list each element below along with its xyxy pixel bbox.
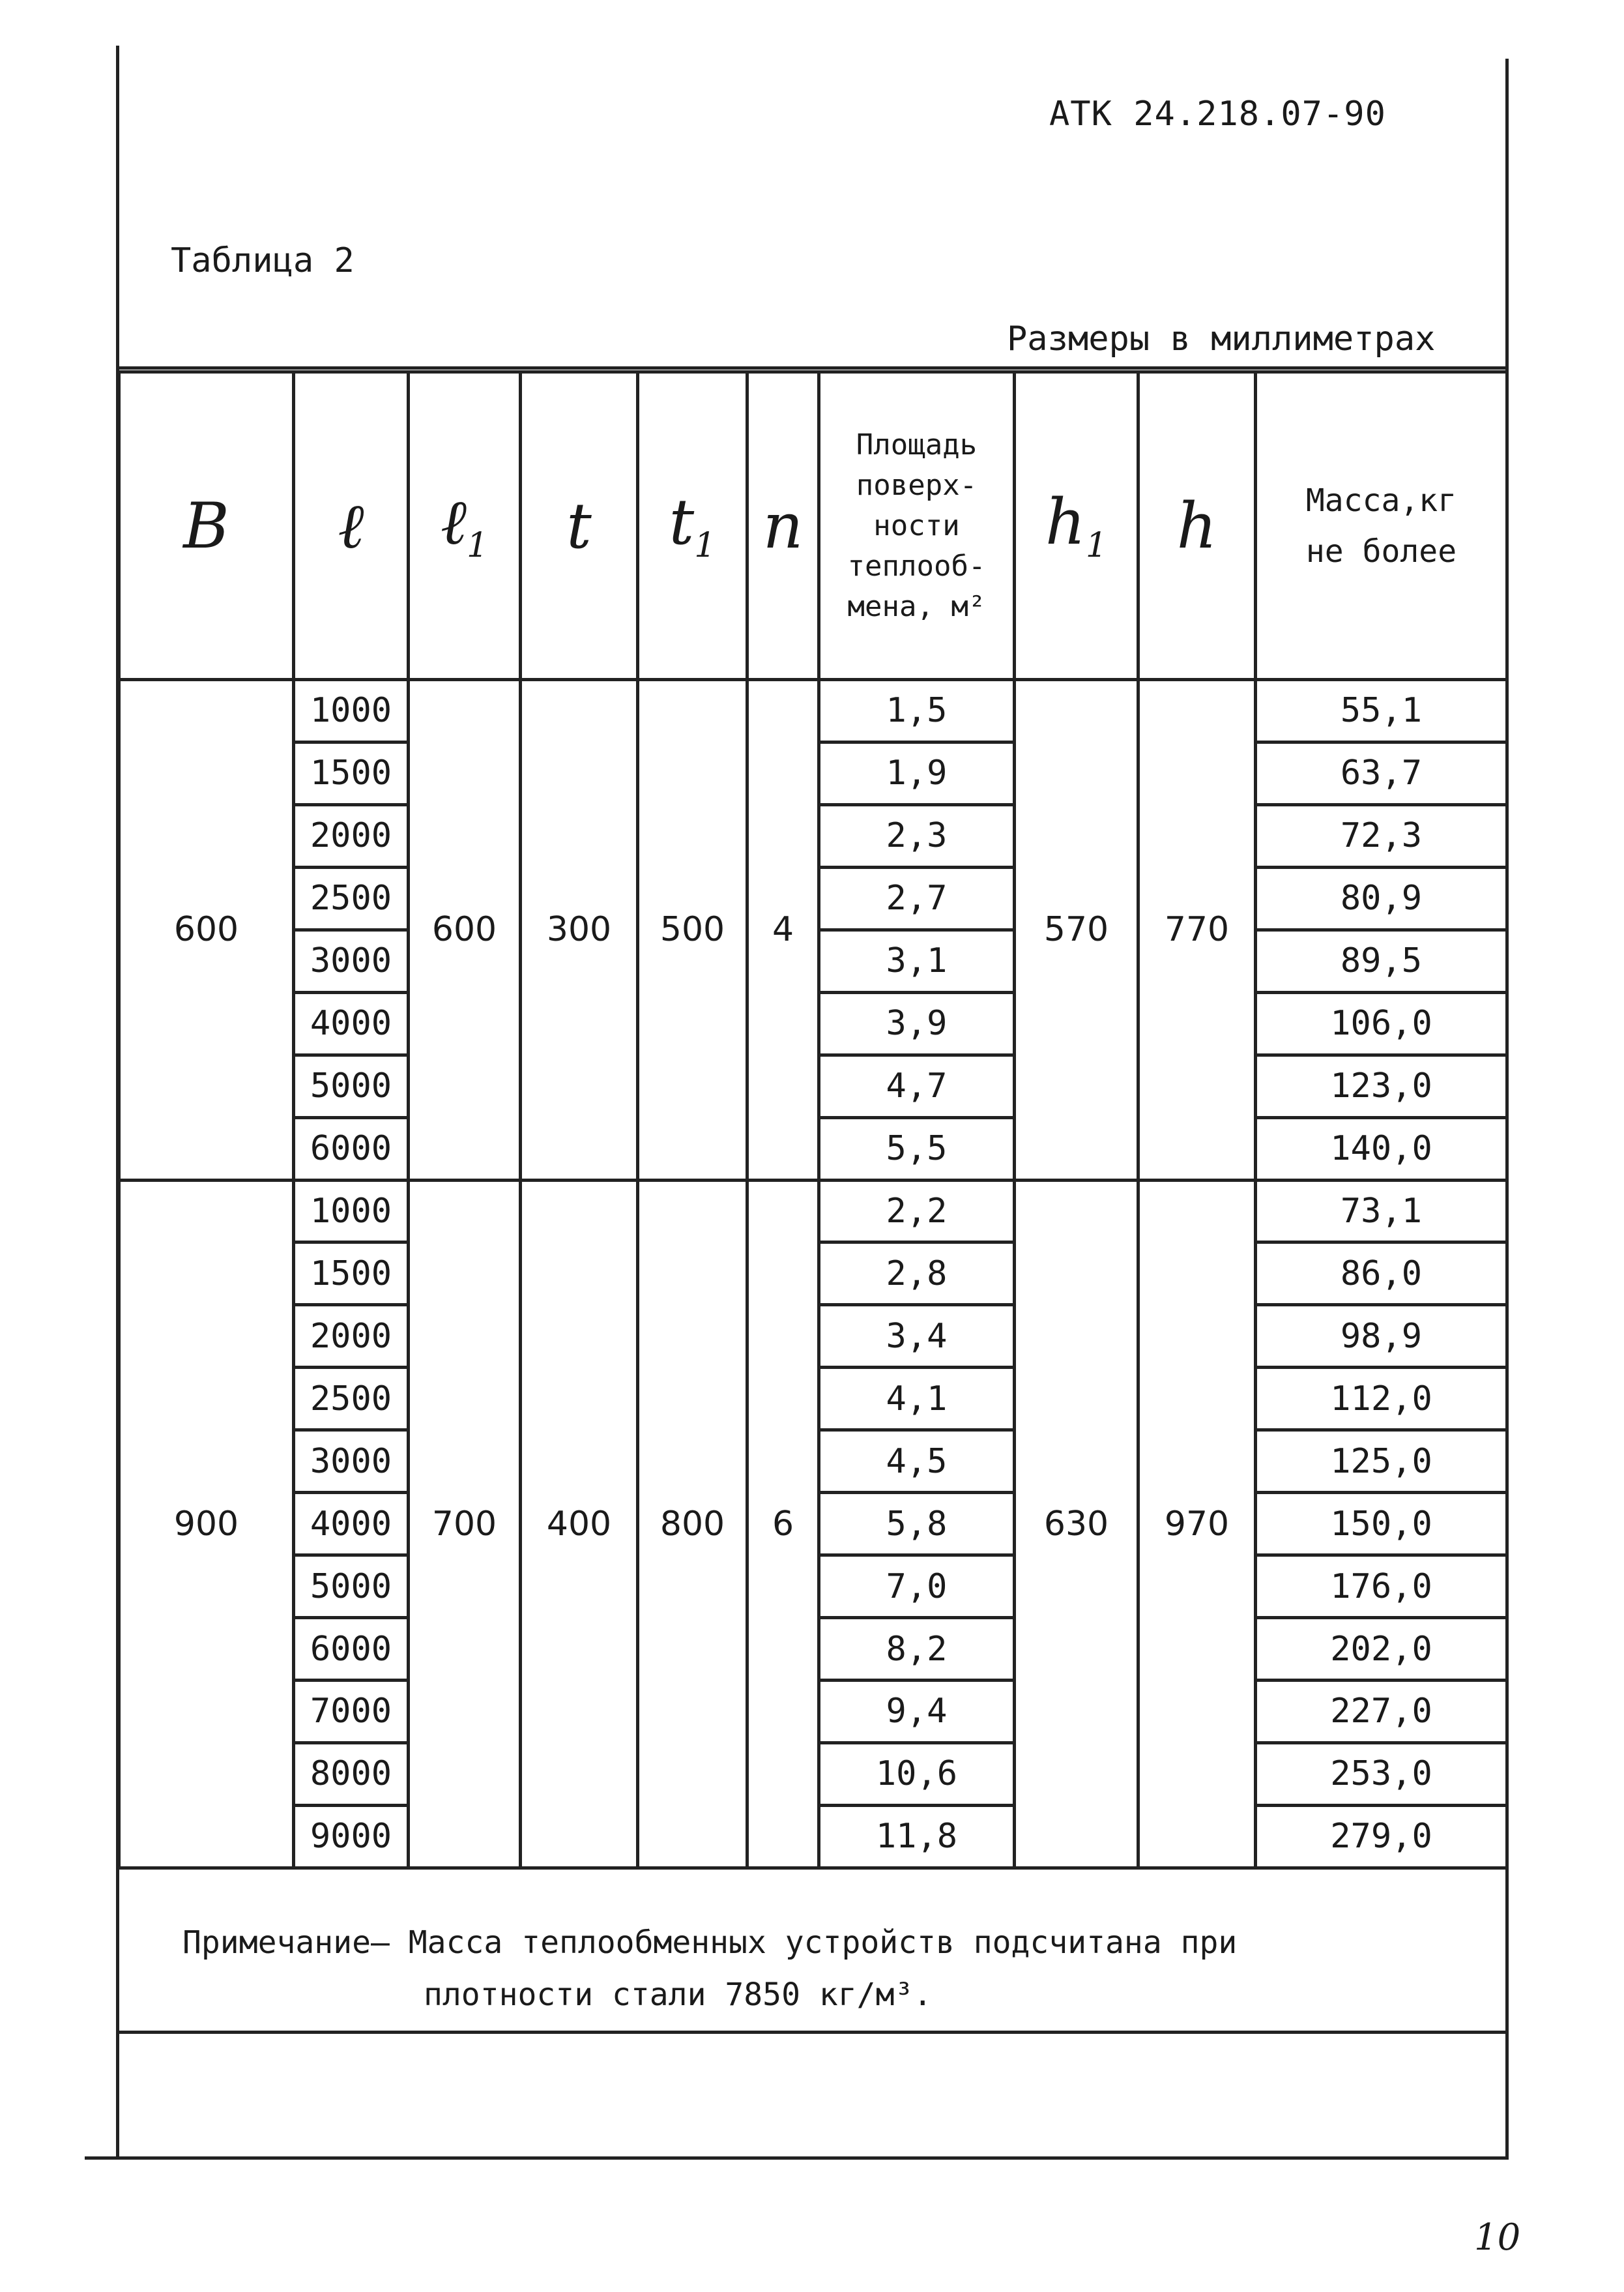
cell-t1: 500 — [638, 680, 747, 1181]
cell-mass: 123,0 — [1256, 1055, 1507, 1117]
col-header-h1: $h_1$ — [1015, 372, 1138, 680]
cell-l: 2000 — [294, 1305, 409, 1368]
cell-area: 4,5 — [819, 1430, 1015, 1493]
cell-mass: 98,9 — [1256, 1305, 1507, 1368]
col-header-t: t — [521, 372, 638, 680]
cell-area: 10,6 — [819, 1742, 1015, 1805]
cell-area: 2,3 — [819, 804, 1015, 867]
cell-l: 1500 — [294, 1242, 409, 1305]
cell-l: 4000 — [294, 1493, 409, 1555]
cell-mass: 227,0 — [1256, 1681, 1507, 1743]
cell-l: 9000 — [294, 1805, 409, 1868]
cell-area: 3,4 — [819, 1305, 1015, 1368]
cell-area: 7,0 — [819, 1555, 1015, 1618]
cell-l: 1000 — [294, 1180, 409, 1242]
cell-n: 6 — [747, 1180, 819, 1868]
cell-l: 1500 — [294, 742, 409, 804]
cell-l: 8000 — [294, 1742, 409, 1805]
cell-n: 4 — [747, 680, 819, 1181]
cell-mass: 86,0 — [1256, 1242, 1507, 1305]
col-header-B: B — [119, 372, 294, 680]
col-header-mass: Масса,кг не более — [1256, 372, 1507, 680]
table-note — [182, 1917, 1237, 2021]
cell-mass: 253,0 — [1256, 1742, 1507, 1805]
cell-area: 2,2 — [819, 1180, 1015, 1242]
col-header-l1: ℓ$_1$ — [409, 372, 521, 680]
cell-mass: 176,0 — [1256, 1555, 1507, 1618]
cell-area: 2,7 — [819, 867, 1015, 930]
cell-l: 5000 — [294, 1055, 409, 1117]
cell-t: 300 — [521, 680, 638, 1181]
cell-area: 4,1 — [819, 1368, 1015, 1430]
cell-area: 3,1 — [819, 930, 1015, 992]
units-note: Размеры в миллиметрах — [1007, 319, 1436, 359]
cell-area: 3,9 — [819, 992, 1015, 1055]
cell-l: 2500 — [294, 1368, 409, 1430]
frame-bottom-line — [85, 2156, 1509, 2160]
col-header-t1: $t_1$ — [638, 372, 747, 680]
document-number: АТК 24.218.07-90 — [1049, 95, 1386, 134]
cell-l: 5000 — [294, 1555, 409, 1618]
cell-mass: 89,5 — [1256, 930, 1507, 992]
cell-mass: 63,7 — [1256, 742, 1507, 804]
cell-mass: 73,1 — [1256, 1180, 1507, 1242]
table-row — [119, 680, 1507, 742]
cell-mass: 125,0 — [1256, 1430, 1507, 1493]
cell-B: 900 — [119, 1180, 294, 1868]
cell-l: 7000 — [294, 1681, 409, 1743]
cell-mass: 72,3 — [1256, 804, 1507, 867]
cell-area: 1,9 — [819, 742, 1015, 804]
cell-l: 3000 — [294, 930, 409, 992]
cell-l: 4000 — [294, 992, 409, 1055]
cell-area: 5,8 — [819, 1493, 1015, 1555]
cell-l1: 600 — [409, 680, 521, 1181]
cell-mass: 55,1 — [1256, 680, 1507, 742]
cell-mass: 202,0 — [1256, 1618, 1507, 1681]
col-header-h: h — [1138, 372, 1256, 680]
cell-mass: 80,9 — [1256, 867, 1507, 930]
cell-area: 11,8 — [819, 1805, 1015, 1868]
cell-t: 400 — [521, 1180, 638, 1868]
col-header-area: Площадь поверх- ности теплооб- мена, м² — [819, 372, 1015, 680]
cell-mass: 112,0 — [1256, 1368, 1507, 1430]
dimensions-table — [117, 370, 1509, 1870]
cell-area: 8,2 — [819, 1618, 1015, 1681]
cell-B: 600 — [119, 680, 294, 1181]
cell-l1: 700 — [409, 1180, 521, 1868]
cell-area: 5,5 — [819, 1117, 1015, 1180]
cell-area: 1,5 — [819, 680, 1015, 742]
cell-h: 970 — [1138, 1180, 1256, 1868]
table-header-row — [119, 372, 1507, 680]
page-number: 10 — [1474, 2216, 1521, 2259]
cell-h1: 570 — [1015, 680, 1138, 1181]
cell-mass: 106,0 — [1256, 992, 1507, 1055]
cell-t1: 800 — [638, 1180, 747, 1868]
cell-mass: 140,0 — [1256, 1117, 1507, 1180]
col-header-n: n — [747, 372, 819, 680]
cell-l: 6000 — [294, 1117, 409, 1180]
frame-top-rule — [116, 366, 1509, 370]
cell-mass: 150,0 — [1256, 1493, 1507, 1555]
cell-l: 3000 — [294, 1430, 409, 1493]
cell-l: 2500 — [294, 867, 409, 930]
col-header-l: ℓ — [294, 372, 409, 680]
cell-h1: 630 — [1015, 1180, 1138, 1868]
cell-l: 6000 — [294, 1618, 409, 1681]
cell-area: 9,4 — [819, 1681, 1015, 1743]
table-row — [119, 1180, 1507, 1242]
note-bottom-rule — [116, 2031, 1509, 2034]
table-title: Таблица 2 — [171, 241, 355, 280]
cell-h: 770 — [1138, 680, 1256, 1181]
cell-area: 2,8 — [819, 1242, 1015, 1305]
note-line-2: плотности стали 7850 кг/м³. — [424, 1976, 933, 2013]
cell-l: 2000 — [294, 804, 409, 867]
cell-mass: 279,0 — [1256, 1805, 1507, 1868]
cell-l: 1000 — [294, 680, 409, 742]
cell-area: 4,7 — [819, 1055, 1015, 1117]
note-line-1: Примечание— Масса теплообменных устройств подсчитана при — [182, 1924, 1238, 1961]
